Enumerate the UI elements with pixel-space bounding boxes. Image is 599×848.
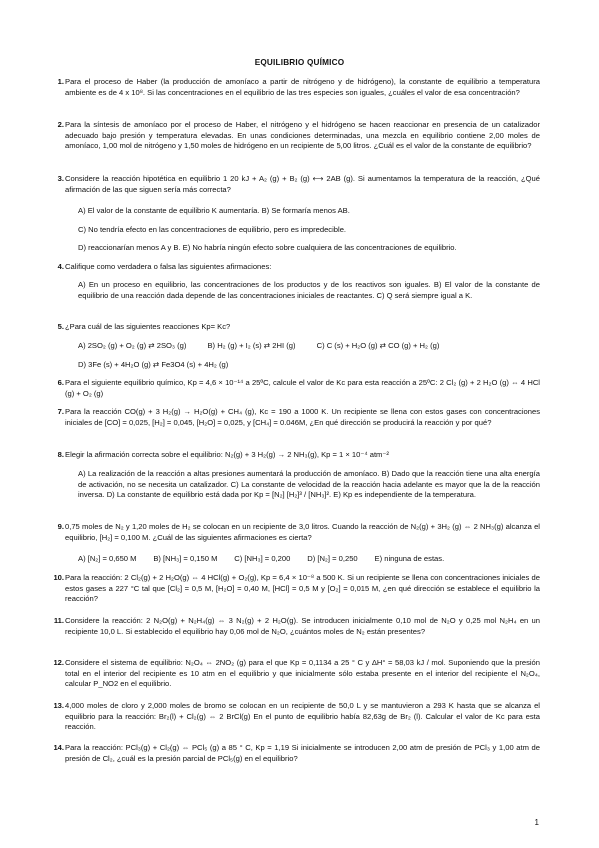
option-line: A) 2SO₂ (g) + O₂ (g) ⇄ 2SO₃ (g) B) H₂ (g) + I₂ (s) ⇄ 2HI (g) C) C (s) + H₂O (g) ⇄ CO (g) + H₂ (g) [78, 341, 440, 350]
question-text: ¿Para cuál de las siguientes reacciones Kp= Kc? [65, 322, 231, 331]
question-number: 14. [53, 743, 64, 752]
question-number: 13. [53, 701, 64, 710]
question-9 [57, 522, 540, 543]
question-number: 5. [57, 322, 64, 331]
question-text: Califique como verdadera o falsa las siguientes afirmaciones: [65, 262, 272, 271]
page-number: 1 [534, 818, 539, 827]
question-text: Para la reacción CO(g) + 3 H₂(g) → H₂O(g) + CH₄ (g), Kc = 190 a 1000 K. Un recipiente se llena con estos gases con concentraciones iniciales de [CO] = 0,025, [H₂] = 0,045, [H₂O] = 0,025, y [CH₄] = 0.046M, ¿En qué dirección se producirá la reacción y por qué? [65, 407, 540, 427]
question-text: Para la síntesis de amoníaco por el proceso de Haber, el nitrógeno y el hidrógeno se hacen reaccionar en presencia de un catalizador adecuado bajo presión y temperatura elevadas. En unas condiciones determinadas, una mezcla en equilibrio contiene 2,00 moles de amoníaco, 1,00 mol de nitrógeno y 1,50 moles de hidrógeno en un recipiente de 5,00 litros. ¿Cuál es el valor de la constante de equilibrio? [65, 120, 540, 150]
question-number: 9. [57, 522, 64, 531]
question-11 [53, 616, 540, 637]
question-6 [57, 378, 540, 399]
question-14 [53, 743, 540, 764]
option-line: A) En un proceso en equilibrio, las concentraciones de los productos y de los reactivos son iguales. B) El valor de la constante de equilibrio de una reacción dada depende de las concentraciones iniciales de reactantes. C) Q será siempre igual a K. [78, 280, 540, 300]
question-3 [57, 174, 540, 195]
question-4 [57, 262, 540, 273]
question-8 [57, 450, 540, 461]
question-number: 4. [57, 262, 64, 271]
document-title: EQUILIBRIO QUÍMICO [254, 58, 345, 67]
option-line: A) [N₂] = 0,650 M B) [NH₃] = 0,150 M C) [NH₃] = 0,200 D) [N₂] = 0,250 E) ninguna de estas. [78, 554, 445, 563]
question-text: Para el siguiente equilibrio químico, Kp = 4,6 × 10⁻¹⁴ a 25ºC, calcule el valor de Kc para esta reacción a 25ºC: 2 Cl₂ (g) + 2 H₂O (g) ⇔ 4 HCl (g) + O₂ (g) [65, 378, 540, 398]
question-13 [53, 701, 540, 733]
question-text: Considere la reacción: 2 N₂O(g) + N₂H₄(g) ⇔ 3 N₂(g) + 2 H₂O(g). Se introducen inicialmente 0,10 mol de N₂O y 0,25 mol N₂H₄ en un recipiente 10,0 L. Si establecido el equilibrio hay 0,06 mol de N₂O, ¿cuántos moles de N₂ están presentes? [65, 616, 540, 636]
question-text: Para la reacción: PCl₃(g) + Cl₂(g) ⇔ PCl₅ (g) a 85 ° C, Kp = 1,19 Si inicialmente se introducen 2,00 atm de presión de PCl₃ y 1,00 atm de presión de Cl₂, ¿cuál es la presión parcial de PCl₅(g) en el equilibrio? [65, 743, 540, 763]
question-5 [57, 322, 540, 333]
option-line: C) No tendría efecto en las concentraciones de equilibrio, pero es impredecible. [78, 225, 347, 234]
question-number: 12. [53, 658, 64, 667]
option-line: A) La realización de la reacción a altas presiones aumentará la producción de amoníaco. B) Dado que la reacción tiene una alta energía de activación, no se necesita un catalizador. C) La constante de velocidad de la reacción hacia adelante es mayor que la de la reacción inversa. D) La constante de equilibrio está dada por Kp = [N₂] [H₂]³ / [NH₃]². E) Kp es independiente de la temperatura. [78, 469, 540, 499]
option-line: A) El valor de la constante de equilibrio K aumentaría. B) Se formaría menos AB. [78, 206, 350, 215]
question-2 [57, 120, 540, 152]
option-line: D) reaccionarían menos A y B. E) No habría ningún efecto sobre cualquiera de las concentraciones de equilibrio. [78, 243, 457, 252]
question-number: 8. [57, 450, 64, 459]
question-number: 11. [53, 616, 64, 625]
question-10 [53, 573, 540, 605]
question-number: 6. [57, 378, 64, 387]
question-text: Elegir la afirmación correcta sobre el equilibrio: N₂(g) + 3 H₂(g) → 2 NH₃(g), Kp = 1 × 10⁻⁴ atm⁻² [65, 450, 389, 459]
question-1 [57, 77, 540, 98]
question-text: Para el proceso de Haber (la producción de amoníaco a partir de nitrógeno y de hidrógeno), la constante de equilibrio a temperatura ambiente es de 4 x 10⁸. Si las concentraciones en el equilibrio de las tres especies son iguales, ¿cuáles el valor de esa concentración? [65, 77, 540, 97]
question-text: Considere la reacción hipotética en equilibrio 1 20 kJ + A₂ (g) + B₂ (g) ⟷ 2AB (g). Si aumentamos la temperatura de la reacción, ¿Qué afirmación de las que siguen sería más correcta? [65, 174, 540, 194]
question-text: Considere el sistema de equilibrio: N₂O₄ ⇔ 2NO₂ (g) para el que Kp = 0,1134 a 25 ° C y ΔH° = 58,03 kJ / mol. Suponiendo que la presión total en el interior del recipiente es 10 atm en el equilibrio y que inicialmente sólo estaba presente en el interior del recipiente el N₂O₄, calcular P_NO2 en el equilibrio. [65, 658, 540, 688]
question-text: Para la reacción: 2 Cl₂(g) + 2 H₂O(g) ⇔ 4 HCl(g) + O₂(g), Kp = 6,4 × 10⁻⁸ a 500 K. Si un recipiente se llena con concentraciones iniciales de estos gases a 227 °C tal que [Cl₂] = 0,5 M, [H₂O] = 0,40 M, [HCl] = 0,5 M y [O₂] = 0,015 M, ¿en qué dirección se establece el equilibrio la reacción? [65, 573, 540, 603]
option-line: D) 3Fe (s) + 4H₂O (g) ⇄ Fe3O4 (s) + 4H₂ (g) [78, 360, 229, 369]
question-12 [53, 658, 540, 690]
question-number: 1. [57, 77, 64, 86]
question-number: 3. [57, 174, 64, 183]
question-text: 4,000 moles de cloro y 2,000 moles de bromo se colocan en un recipiente de 50,0 L y se mantuvieron a 293 K hasta que se alcanza el equilibrio para la reacción: Br₂(l) + Cl₂(g) ⇔ 2 BrCl(g) En el punto de equilibrio había 82,63g de Br₂ (l). Calcular el valor de Kc para esta reacción. [65, 701, 540, 731]
question-number: 7. [57, 407, 64, 416]
question-7 [57, 407, 540, 428]
question-number: 2. [57, 120, 64, 129]
question-number: 10. [53, 573, 64, 582]
question-text: 0,75 moles de N₂ y 1,20 moles de H₂ se colocan en un recipiente de 3,0 litros. Cuando la reacción de N₂(g) + 3H₂ (g) ⇔ 2 NH₃(g) alcanza el equilibrio, [H₂] = 0,100 M. ¿Cuál de las siguientes afirmaciones es cierta? [65, 522, 540, 542]
